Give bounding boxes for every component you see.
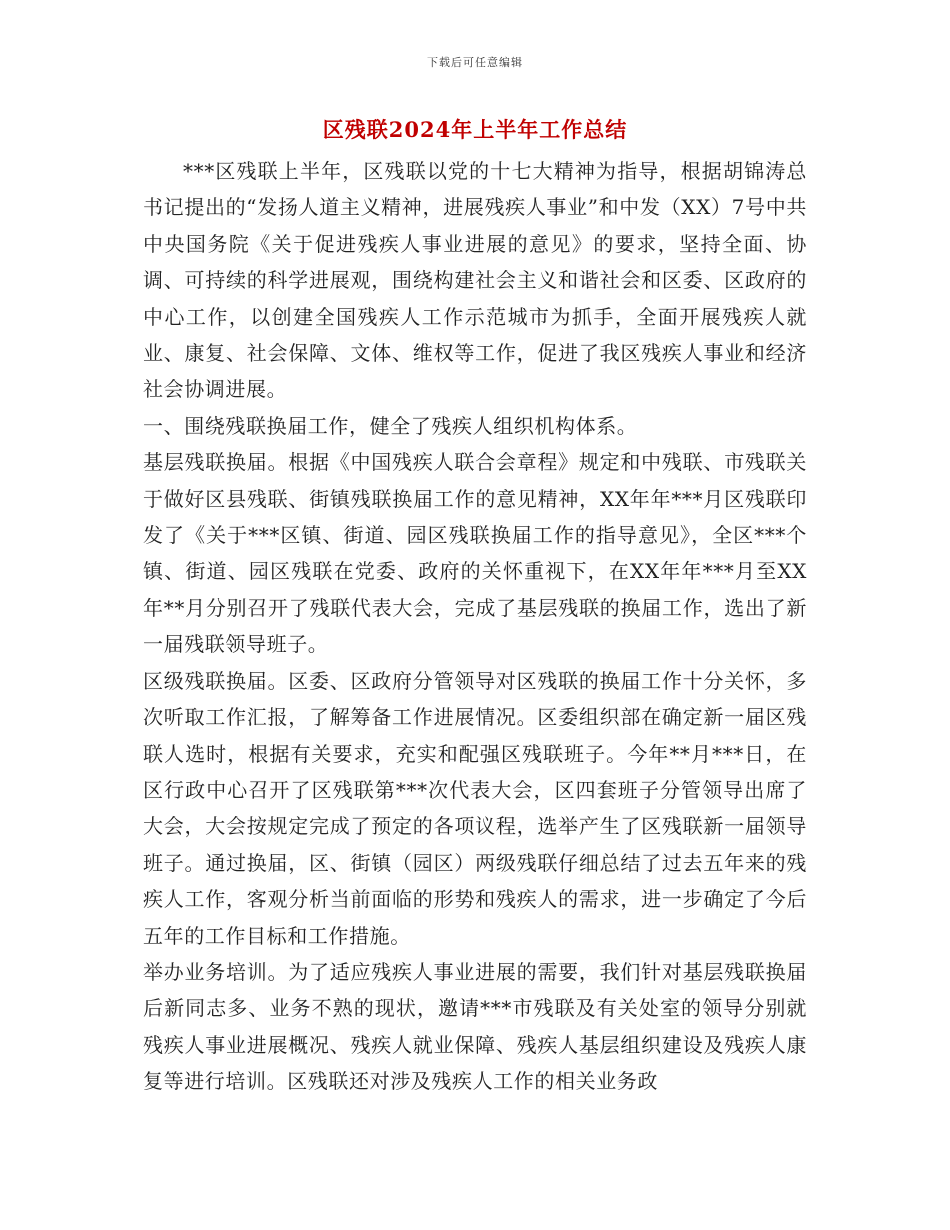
paragraph-district-election: 区级残联换届。区委、区政府分管领导对区残联的换届工作十分关怀，多次听取工作汇报，了解筹备工作进展情况。区委组织部在确定新一届区残联人选时，根据有关要求，充实和配强区残联班子。今年**月***日，在区行政中心召开了区残联第***次代表大会，区四套班子分管领导出席了大会，大会按规定完成了预定的各项议程，选举产生了区残联新一届领导班子。通过换届，区、街镇（园区）两级残联仔细总结了过去五年来的残疾人工作，客观分析当前面临的形势和残疾人的需求，进一步确定了今后五年的工作目标和工作措施。 <box>143 668 807 948</box>
section-heading-1: 一、围绕残联换届工作，健全了残疾人组织机构体系。 <box>143 413 638 438</box>
document-title: 区残联2024年上半年工作总结 <box>322 117 628 142</box>
header-note: 下载后可任意编辑 <box>427 56 523 69</box>
paragraph-intro: ***区残联上半年，区残联以党的十七大精神为指导，根据胡锦涛总书记提出的“发扬人道主义精神，进展残疾人事业”和中发（XX）7号中共中央国务院《关于促进残疾人事业进展的意见》的要求，坚持全面、协调、可持续的科学进展观，围绕构建社会主义和谐社会和区委、区政府的中心工作，以创建全国残疾人工作示范城市为抓手，全面开展残疾人就业、康复、社会保障、文体、维权等工作，促进了我区残疾人事业和经济社会协调进展。 <box>143 159 807 402</box>
paragraph-training: 举办业务培训。为了适应残疾人事业进展的需要，我们针对基层残联换届后新同志多、业务不熟的现状，邀请***市残联及有关处室的领导分别就残疾人事业进展概况、残疾人就业保障、残疾人基层组织建设及残疾人康复等进行培训。区残联还对涉及残疾人工作的相关业务政 <box>143 959 807 1094</box>
document-body <box>143 153 807 1100</box>
paragraph-grassroots-election: 基层残联换届。根据《中国残疾人联合会章程》规定和中残联、市残联关于做好区县残联、街镇残联换届工作的意见精神，XX年年***月区残联印发了《关于***区镇、街道、园区残联换届工作的指导意见》，全区***个镇、街道、园区残联在党委、政府的关怀重视下，在XX年年***月至XX年**月分别召开了残联代表大会，完成了基层残联的换届工作，选出了新一届残联领导班子。 <box>143 450 807 657</box>
